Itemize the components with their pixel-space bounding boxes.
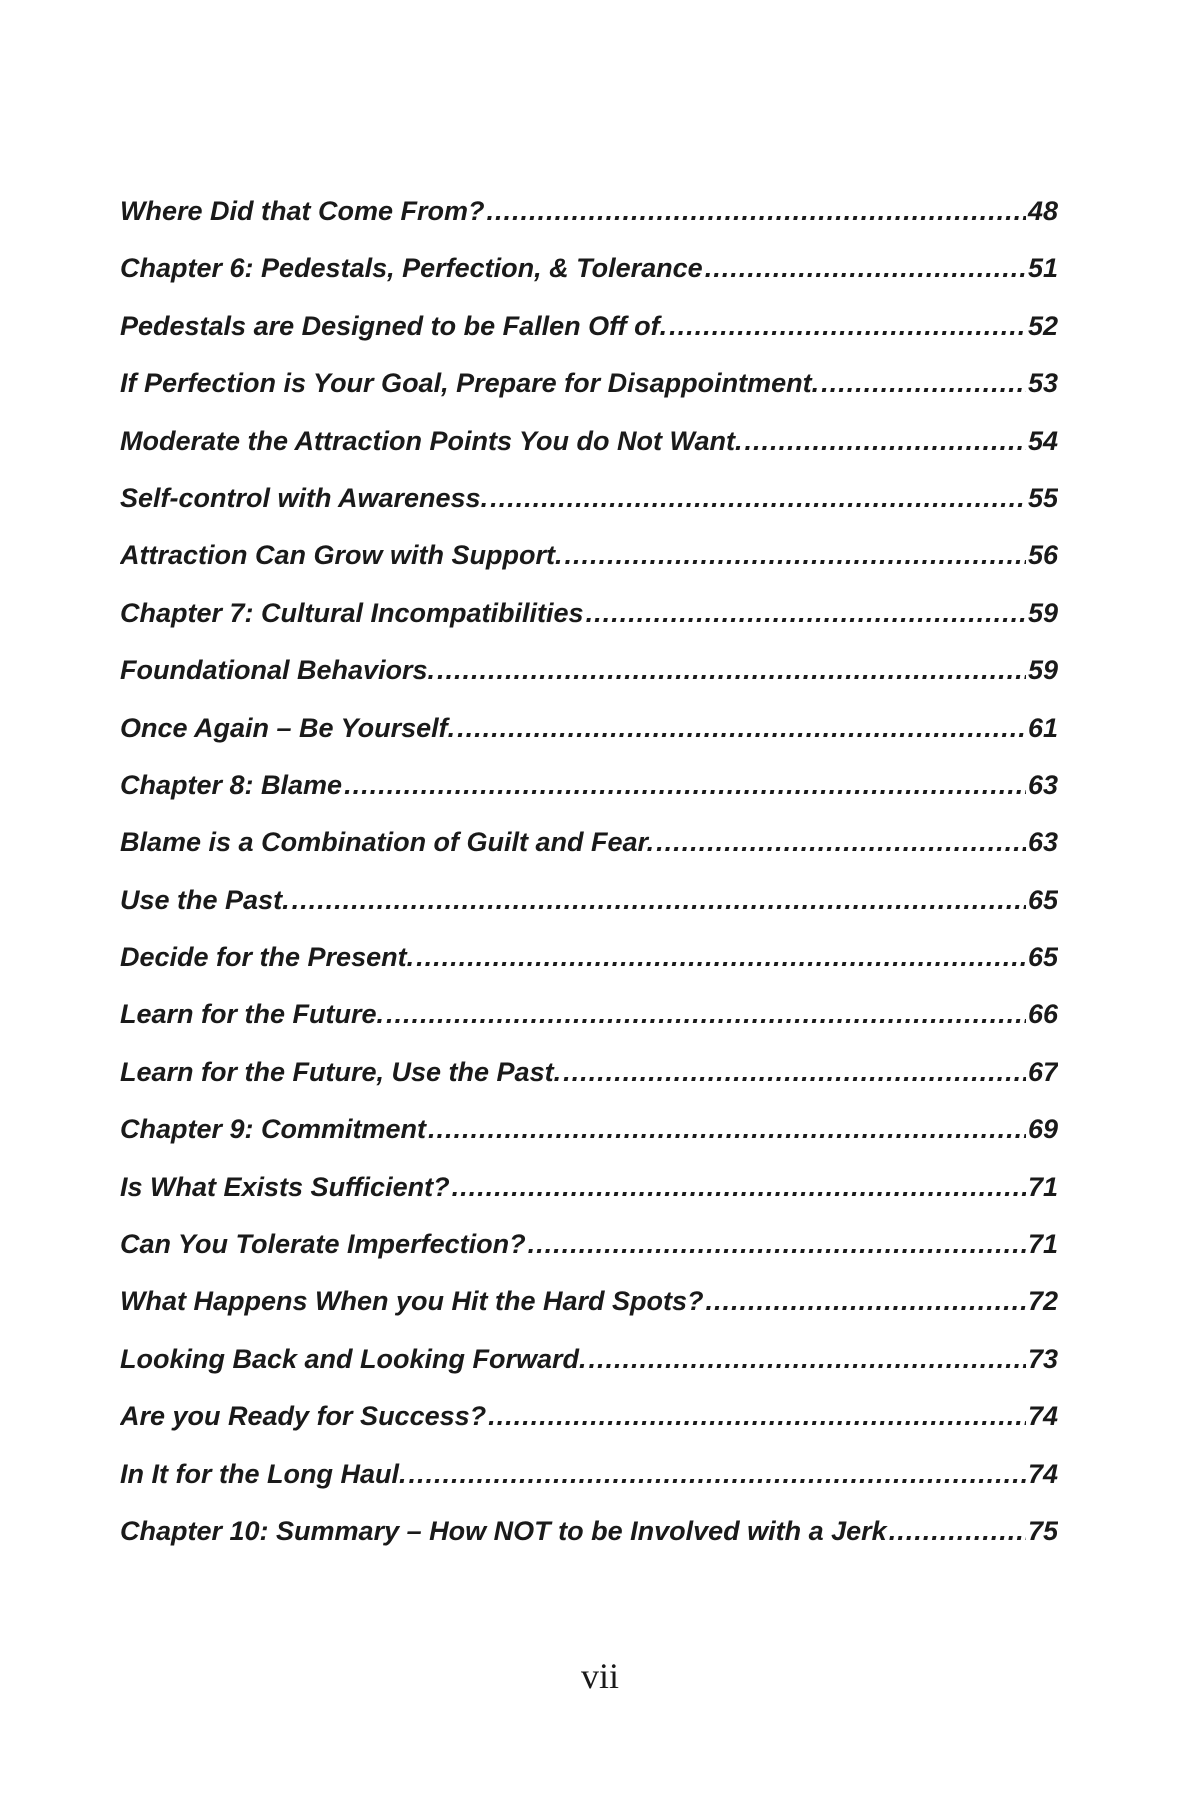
toc-entry-page: 73 xyxy=(1027,1343,1058,1374)
toc-entry-title: Foundational Behaviors. xyxy=(120,655,436,686)
dot-leader xyxy=(745,426,1026,457)
toc-entry xyxy=(120,1172,1058,1229)
dot-leader xyxy=(488,1401,1026,1432)
toc-entry-page: 65 xyxy=(1027,884,1058,915)
toc-entry-page: 65 xyxy=(1027,942,1058,973)
dot-leader xyxy=(292,885,1026,916)
toc-entry-page: 54 xyxy=(1027,425,1058,456)
toc-entry-page: 74 xyxy=(1027,1458,1058,1489)
dot-leader xyxy=(586,598,1026,629)
dot-leader xyxy=(563,1057,1026,1088)
toc-entry xyxy=(120,655,1058,712)
dot-leader xyxy=(437,655,1026,686)
toc-entry xyxy=(120,253,1058,310)
toc-entry xyxy=(120,827,1058,884)
toc-entry-title: Chapter 7: Cultural Incompatibilities xyxy=(120,597,584,628)
toc-entry-title: Chapter 9: Commitment xyxy=(120,1114,427,1145)
toc-entry-page: 69 xyxy=(1027,1114,1058,1145)
toc-entry xyxy=(120,1344,1058,1401)
toc-entry-page: 55 xyxy=(1027,482,1058,513)
dot-leader xyxy=(528,1229,1026,1260)
toc-entry xyxy=(120,942,1058,999)
dot-leader xyxy=(564,540,1025,571)
toc-entry-title: Is What Exists Sufficient? xyxy=(120,1171,450,1202)
toc-entry xyxy=(120,770,1058,827)
toc-entry-page: 59 xyxy=(1027,597,1058,628)
toc-entry-title: Decide for the Present. xyxy=(120,942,415,973)
dot-leader xyxy=(656,827,1026,858)
toc-entry xyxy=(120,483,1058,540)
dot-leader xyxy=(408,1459,1025,1490)
toc-entry-title: If Perfection is Your Goal, Prepare for Disappointment. xyxy=(120,368,820,399)
dot-leader xyxy=(705,253,1026,284)
toc-entry xyxy=(120,885,1058,942)
toc-entry xyxy=(120,1114,1058,1171)
toc-entry-page: 63 xyxy=(1027,769,1058,800)
dot-leader xyxy=(452,1172,1026,1203)
dot-leader xyxy=(669,311,1026,342)
toc-entry-page: 71 xyxy=(1027,1229,1058,1260)
toc-entry-title: Learn for the Future. xyxy=(120,999,385,1030)
toc-entry-page: 53 xyxy=(1027,368,1058,399)
toc-entry-title: Chapter 10: Summary – How NOT to be Involved with a Jerk xyxy=(120,1515,887,1546)
toc-entry-page: 72 xyxy=(1027,1286,1058,1317)
toc-entry-title: Learn for the Future, Use the Past. xyxy=(120,1056,562,1087)
toc-entry-page: 52 xyxy=(1027,310,1058,341)
toc-entry-title: Self-control with Awareness. xyxy=(120,482,489,513)
dot-leader xyxy=(821,368,1026,399)
toc-entry xyxy=(120,1057,1058,1114)
toc-entry-page: 48 xyxy=(1027,196,1058,226)
dot-leader xyxy=(344,770,1026,801)
toc-entry-page: 67 xyxy=(1027,1056,1058,1087)
toc-entry-title: Blame is a Combination of Guilt and Fear. xyxy=(120,827,655,858)
toc-entry xyxy=(120,1286,1058,1343)
dot-leader xyxy=(428,1114,1026,1145)
toc-entry xyxy=(120,1229,1058,1286)
toc-entry-title: What Happens When you Hit the Hard Spots? xyxy=(120,1286,704,1317)
toc-entry xyxy=(120,426,1058,483)
toc-entry-page: 56 xyxy=(1027,540,1058,571)
toc-entry-title: Can You Tolerate Imperfection? xyxy=(120,1229,526,1260)
toc-entry-title: Moderate the Attraction Points You do Not Want. xyxy=(120,425,743,456)
page-number: vii xyxy=(580,1656,619,1696)
toc-entry xyxy=(120,540,1058,597)
toc-entry-title: Where Did that Come From? xyxy=(120,196,485,226)
dot-leader xyxy=(416,942,1026,973)
dot-leader xyxy=(589,1344,1026,1375)
dot-leader xyxy=(490,483,1026,514)
toc-entry xyxy=(120,1401,1058,1458)
toc-entry-title: Are you Ready for Success? xyxy=(120,1401,487,1432)
toc-entry-title: Chapter 6: Pedestals, Perfection, & Tolerance xyxy=(120,253,703,284)
toc-entry-title: Attraction Can Grow with Support. xyxy=(120,540,563,571)
dot-leader xyxy=(386,999,1026,1030)
toc-entry-title: In It for the Long Haul. xyxy=(120,1458,407,1489)
toc-entry-title: Chapter 8: Blame xyxy=(120,769,343,800)
toc-entry-page: 59 xyxy=(1027,655,1058,686)
toc-entry xyxy=(120,598,1058,655)
dot-leader xyxy=(487,196,1026,227)
toc-entry-page: 75 xyxy=(1027,1515,1058,1546)
toc-entry xyxy=(120,196,1058,253)
toc-entry-title: Use the Past. xyxy=(120,884,290,915)
dot-leader xyxy=(457,713,1026,744)
toc-entry-page: 61 xyxy=(1027,712,1058,743)
toc-entry xyxy=(120,368,1058,425)
toc-entry-title: Pedestals are Designed to be Fallen Off of. xyxy=(120,310,668,341)
toc-entry-page: 74 xyxy=(1027,1401,1058,1432)
toc-entry xyxy=(120,1459,1058,1516)
toc-entry-page: 51 xyxy=(1027,253,1058,284)
toc-entry-page: 63 xyxy=(1027,827,1058,858)
table-of-contents xyxy=(120,196,1058,1573)
toc-entry xyxy=(120,1516,1058,1573)
toc-entry xyxy=(120,999,1058,1056)
dot-leader xyxy=(889,1516,1026,1547)
dot-leader xyxy=(706,1286,1026,1317)
toc-entry-title: Once Again – Be Yourself. xyxy=(120,712,456,743)
toc-entry-title: Looking Back and Looking Forward. xyxy=(120,1343,587,1374)
toc-entry-page: 71 xyxy=(1027,1171,1058,1202)
toc-entry xyxy=(120,713,1058,770)
toc-entry xyxy=(120,311,1058,368)
toc-entry-page: 66 xyxy=(1027,999,1058,1030)
